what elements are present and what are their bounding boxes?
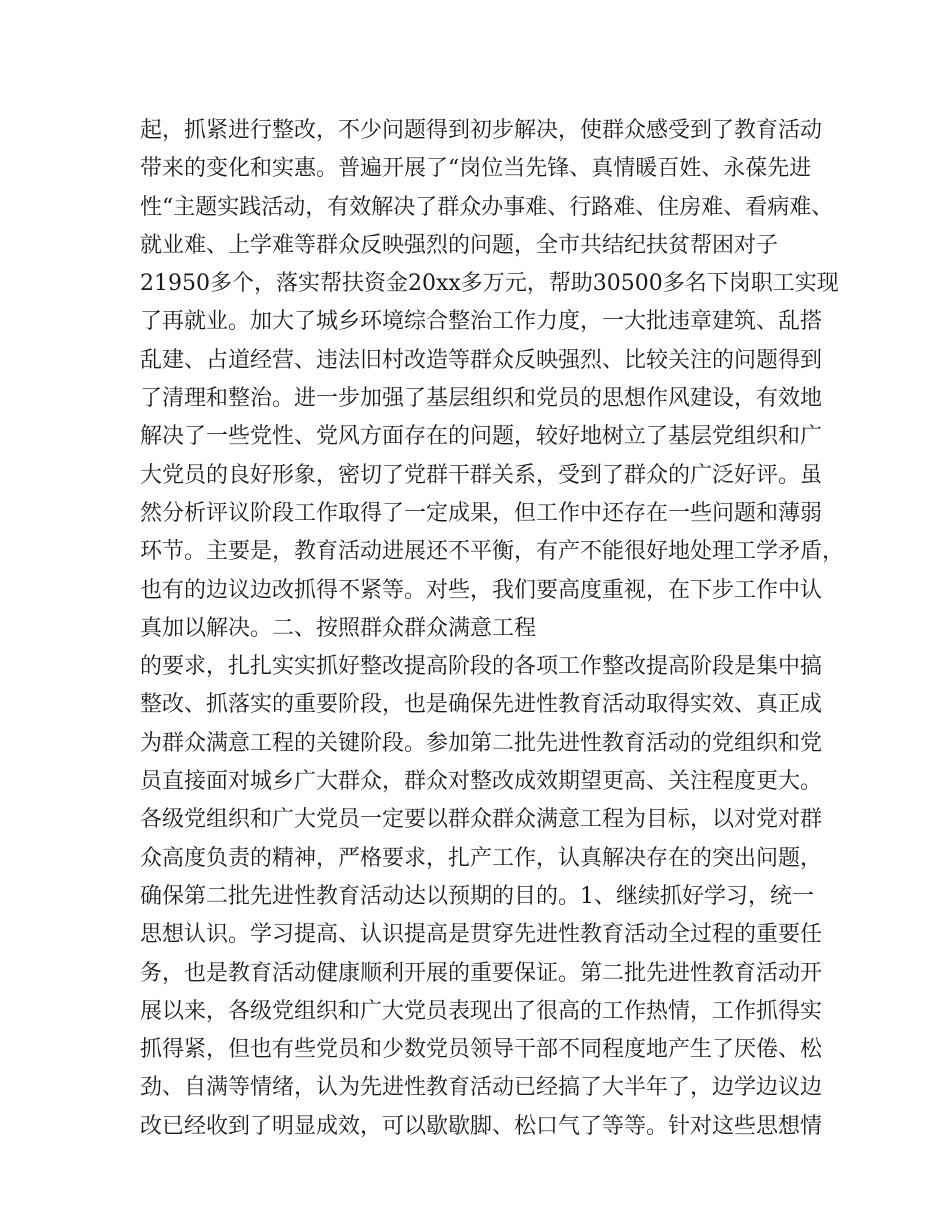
text-line: 改已经收到了明显成效，可以歇歇脚、松口气了等等。针对这些思想情 xyxy=(140,1113,823,1139)
text-line: 整改、抓落实的重要阶段，也是确保先进性教育活动取得实效、真正成 xyxy=(140,692,823,718)
text-line: 务，也是教育活动健康顺利开展的重要保证。第二批先进性教育活动开 xyxy=(140,960,823,986)
text-line: 然分析评议阶段工作取得了一定成果，但工作中还存在一些问题和薄弱 xyxy=(140,500,823,526)
text-line: 解决了一些党性、党风方面存在的问题，较好地树立了基层党组织和广 xyxy=(140,424,823,450)
text-line: 抓得紧，但也有些党员和少数党员领导干部不同程度地产生了厌倦、松 xyxy=(140,1037,823,1063)
text-line: 展以来，各级党组织和广大党员表现出了很高的工作热情，工作抓得实 xyxy=(140,998,823,1024)
text-line: 环节。主要是，教育活动进展还不平衡，有产不能很好地处理工学矛盾， xyxy=(140,539,845,565)
text-line: 起，抓紧进行整改，不少问题得到初步解决，使群众感受到了教育活动 xyxy=(140,118,823,143)
text-line: 也有的边议边改抓得不紧等。对些，我们要高度重视，在下步工作中认 xyxy=(140,577,823,603)
text-line: 思想认识。学习提高、认识提高是贯穿先进性教育活动全过程的重要任 xyxy=(140,922,823,948)
text-line: 21950多个，落实帮扶资金20xx多万元，帮助30500多名下岗职工实现 xyxy=(140,271,839,297)
text-line: 真加以解决。二、按照群众群众满意工程 xyxy=(140,615,537,641)
text-line: 性“主题实践活动，有效解决了群众办事难、行路难、住房难、看病难、 xyxy=(140,194,834,220)
text-line: 员直接面对城乡广大群众，群众对整改成效期望更高、关注程度更大。 xyxy=(140,769,823,795)
text-line: 带来的变化和实惠。普遍开展了“岗位当先锋、真情暖百姓、永葆先进 xyxy=(140,156,812,182)
text-line: 为群众满意工程的关键阶段。参加第二批先进性教育活动的党组织和党 xyxy=(140,730,823,756)
body-text xyxy=(140,112,845,1146)
text-line: 众高度负责的精神，严格要求，扎产工作，认真解决存在的突出问题， xyxy=(140,845,823,871)
text-line: 劲、自满等情绪，认为先进性教育活动已经搞了大半年了，边学边议边 xyxy=(140,1075,823,1101)
text-line: 的要求，扎扎实实抓好整改提高阶段的各项工作整改提高阶段是集中搞 xyxy=(140,654,823,680)
text-line: 乱建、占道经营、违法旧村改造等群众反映强烈、比较关注的问题得到 xyxy=(140,347,823,373)
text-line: 了再就业。加大了城乡环境综合整治工作力度，一大批违章建筑、乱搭 xyxy=(140,309,823,335)
text-line: 了清理和整治。进一步加强了基层组织和党员的思想作风建设，有效地 xyxy=(140,386,823,412)
text-line: 确保第二批先进性教育活动达以预期的目的。1、继续抓好学习，统一 xyxy=(140,883,814,909)
text-line: 各级党组织和广大党员一定要以群众群众满意工程为目标，以对党对群 xyxy=(140,807,823,833)
text-line: 就业难、上学难等群众反映强烈的问题，全市共结纪扶贫帮困对子 xyxy=(140,232,779,258)
text-line: 大党员的良好形象，密切了党群干群关系，受到了群众的广泛好评。虽 xyxy=(140,462,823,488)
